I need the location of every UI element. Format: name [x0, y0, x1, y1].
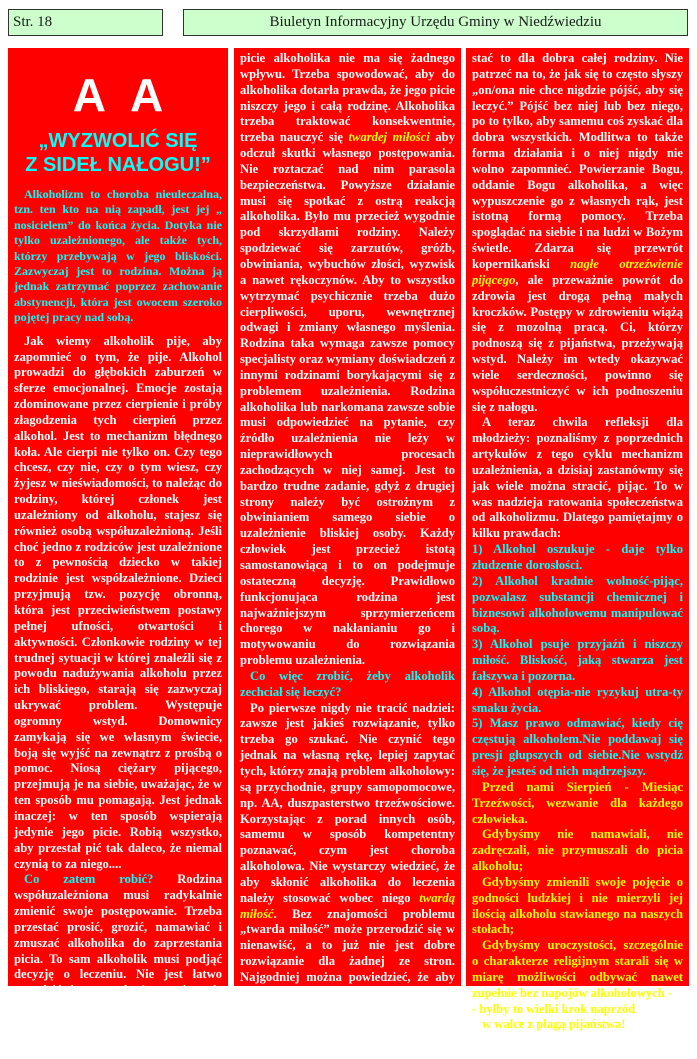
article-column-3 [466, 48, 689, 1058]
paragraph-2 [14, 872, 222, 1015]
emphasis-sudden-sobering: nagłe otrzeźwienie pijącego [472, 256, 683, 287]
col2-p2-text-b: . Bez znajomości problemu „twarda miłość” może przerodzić się w nienawiść, a to już nie jest dobre rozwiązanie dla żadnej ze stron. Najgodniej można powiedzieć, że aby pomóc alkoholikowi najpierw należy zatroszczyć się o swoją wiedzę, swoją siłę ducha, a potem dopiero wykorzy- [240, 906, 455, 1032]
col3-paragraph-2: A teraz chwila refleksji dla młodzieży: poznaliśmy z poprzednich artykułów z tego cyklu mechanizm uzależnienia, a dzisiaj zastanówmy się jak wiele można stracić, pijąc. To w was nadzieja ratowania społeczeństwa od alkoholizmu. Dlatego pamiętajmy o kilku prawdach: [472, 415, 683, 541]
col3-p1-text-b: , ale przeważnie powrót do zdrowia jest drogą pełną małych kroczków. Postępy w zdrowieniu wiążą się z mozolną pracą. Ci, którzy podnoszą się z pijaństwa, przeżywają wstyd. Należy im wtedy okazywać wiele serdeczności, powinno się współuczestniczyć w ich podnoszeniu się z nałogu. [472, 272, 683, 414]
headline-line-1: „WYZWOLIĆ SIĘ [38, 130, 198, 152]
truth-item: 3) Alkohol psuje przyjaźń i niszczy miłość. Bliskość, jaką stwarza jest fałszywa i pozorna. [472, 637, 683, 683]
bulletin-title: Biuletyn Informacyjny Urzędu Gminy w Niedźwiedziu [183, 9, 688, 36]
truth-item: 4) Alkohol otępia-nie ryzykuj utra-ty smaku życia. [472, 684, 683, 715]
page-number: Str. 18 [8, 9, 163, 36]
question-how-to-treat: Co więc zrobić, żeby alkoholik zechciał się leczyć? [240, 668, 455, 699]
closing-list [472, 780, 683, 1034]
col3-paragraph-1 [472, 51, 683, 415]
col2-paragraph-2 [240, 701, 455, 1034]
col2-p1-text-b: aby odczuł skutki własnego postępowania. Nie roztaczać nad nim parasola bezpieczeństwa. Powyższe działanie musi się spotkać z ostrą reakcją alkoholika. Było mu przecież wygodnie pod skrzydłami rodziny. Należy spodziewać się zarzutów, gróźb, obwiniania, wybuchów złości, wyzwisk a nawet rękoczynów. Aby to wszystko wytrzymać psychicznie trzeba dużo cierpliwości, uporu, wewnętrznej odwagi i zmiany własnego myślenia. Rodzina taka wymaga zawsze pomocy specjalisty oraz wymiany doświadczeń z innymi rodzinami borykającymi się z problemem uzależnienia. Rodzina alkoholika lub narkomana zawsze sobie musi odpowiedzieć na pytanie, czy źródło uzależnienia nie leży w nieprawidłowych procesach zachodzących w niej samej. Jest to bardzo trudne zadanie, gdyż z drugiej strony należy być ostrożnym z obwinianiem samego siebie o uzależnienie bliskiej osoby. Każdy człowiek jest przecież istotą samostanowiącą i to on podejmuje ostateczną decyzję. Prawidłowo funkcjonująca rodzina jest najważniejszym sprzymierzeńcem chorego w nakłanianiu go i motywowaniu do rozwiązania problemu uzależnienia. [240, 130, 455, 668]
paragraph-2-text: Rodzina współuzależniona musi radykalnie zmienić swoje postępowanie. Trzeba przestać prosić, grozić, namawiać i zmuszać alkoholika do zaprzestania picia. To sam alkoholik musi podjąć decyzję o leczeniu. Nie jest łatwo pogodzić się z prawdą, że wrogiem nie jest alkoholik, tylko choroba, że na [14, 872, 222, 1014]
closing-line: w walce z plagą pijaństwa! [482, 1017, 626, 1032]
truth-item: 5) Masz prawo odmawiać, kiedy cię częstują alkoholem.Nie poddawaj się presji głupszych od siebie.Nie wstydź się, że jesteś od nich mądrzejszy. [472, 716, 683, 778]
author-signature: Opracowała Maria Lupa [513, 1043, 642, 1058]
closing-line: Gdybyśmy nie namawiali, nie zadręczali, nie przymuszali do picia alkoholu; [472, 827, 683, 874]
question-what-to-do: Co zatem robić? [24, 872, 154, 887]
truth-item: 2) Alkohol kradnie wolność-pijąc, pozwalasz substancji chemicznej i biznesowi alkoholowemu manipulować sobą. [472, 573, 683, 636]
closing-line: Przed nami Sierpień - Miesiąc Trzeźwości, wezwanie dla każdego człowieka. [472, 779, 683, 826]
closing-line: Gdybyśmy uroczystości, szczególnie o charakterze religijnym starali się w miarę możliwości odbywać nawet zupełnie bez napojów alkoholowych - [472, 938, 683, 1000]
closing-line: - byłby to wielki krok naprzód [472, 1001, 636, 1016]
headline-line-2: Z SIDEŁ NAŁOGU!” [25, 154, 211, 176]
closing-line: Gdybyśmy zmienili swoje pojęcie o godności ludzkiej i nie mierzyli jej ilością alkoholu stawianego na naszych stołach; [472, 874, 683, 937]
emphasis-tough-love: twardej miłości [348, 130, 430, 145]
truth-item: 1) Alkohol oszukuje - daje tylko złudzenie dorosłości. [472, 542, 683, 572]
paragraph-1: Jak wiemy alkoholik pije, aby zapomnieć o tym, że pije. Alkohol prowadzi do głębokich zaburzeń w sferze emocjonalnej. Emocje zostają zdominowane przez cierpienie i próby złagodzenia tych cierpień przez alkohol. Jest to mechanizm błędnego koła. Ale cierpi nie tylko on. Czy tego chcesz, czy nie, czy o tym wiesz, czy żyjesz w nieświadomości, to należąc do rodziny, której członek jest uzależniony od alkoholu, stajesz się również osobą współuzależnioną. Jeśli choć jedno z rodziców jest uzależnione to z pewnością dziecko w takiej rodzinie jest współzależnione. Dzieci przyjmują tzw. pozycję obronną, która jest przeciwieństwem postawy pełnej ufności, otwartości i aktywności. Członkowie rodziny w tej trudnej sytuacji w której znaleźli się z powodu nadużywania alkoholu przez ich bliskiego, starają się zazwyczaj ukrywać problem. Występuje ogromny wstyd. Domownicy zamykają się we własnym świecie, boją się wyjść na zewnątrz z prośbą o pomoc. Niosą ciężary pijącego, przejmują je na siebie, uważając, że w ten sposób mu pomagają. Jest jednak inaczej: w ten sposób wspierają jedynie jego picie. Robią wszystko, aby przestał pić tak daleco, że niemal czynią to za niego.... [14, 333, 222, 871]
lead-paragraph: Alkoholizm to choroba nieuleczalna, tzn. ten kto na nią zapadł, jest jej „ nosicielem” do końca życia. Dotyka nie tylko uzależnionego, ale także tych, którzy przebywają w jego bliskości. Zazwyczaj jest to rodzina. Można ją jednak zatrzymać poprzez zachowanie abstynencji, która jest owocem szeroko pojętej pracy nad sobą. [14, 187, 222, 325]
aa-logo: AA [72, 69, 188, 121]
col2-paragraph-1 [240, 51, 455, 669]
truths-list [472, 542, 683, 780]
col2-p2-text-a: Po pierwsze nigdy nie tracić nadziei: zawsze jest jakieś rozwiązanie, tylko trzeba go szukać. Nie czynić tego jednak na własną rękę, lepiej zapytać tych, którzy znają problem alkoholowy: są przychodnie, grupy samopomocowe, np. AA, duszpasterstwo trzeźwościowe. Korzystając z porad innych osób, samemu w sposób kompetentny poznawać, czym jest choroba alkoholowa. Nie wystarczy wiedzieć, że aby skłonić alkoholika do leczenia należy stosować wobec niego [240, 700, 455, 905]
article-headline [14, 129, 222, 177]
article-column-1 [8, 48, 228, 1014]
article-column-2 [234, 48, 461, 1032]
emphasis-tough-love-2: twardą miłość [240, 890, 455, 921]
col2-p1-text-a: picie alkoholika nie ma się żadnego wpływu. Trzeba spowodować, aby do alkoholika dotarła prawda, że jego picie niszczy jego i całą rodzinę. Alkoholika trzeba traktować konsekwentnie, trzeba nauczyć się [240, 51, 455, 145]
col3-p1-text-a: stać to dla dobra całej rodziny. Nie patrzeć na to, że jak się to często słyszy „on/ona nie chce nigdzie pójść, aby się leczyć.” Pójść bez niej lub bez niego, po to tylko, aby samemu coś zyskać dla dobra wszystkich. Modlitwa to także forma działania i o niej nigdy nie wolno zapomnieć. Powierzanie Bogu, oddanie Bogu alkoholika, a więc wypuszczenie go z własnych rąk, jest istotną formą pomocy. Trzeba spoglądać na siebie i na ludzi w Bożym świetle. Zdarza się przewrót kopernikański [472, 51, 683, 271]
